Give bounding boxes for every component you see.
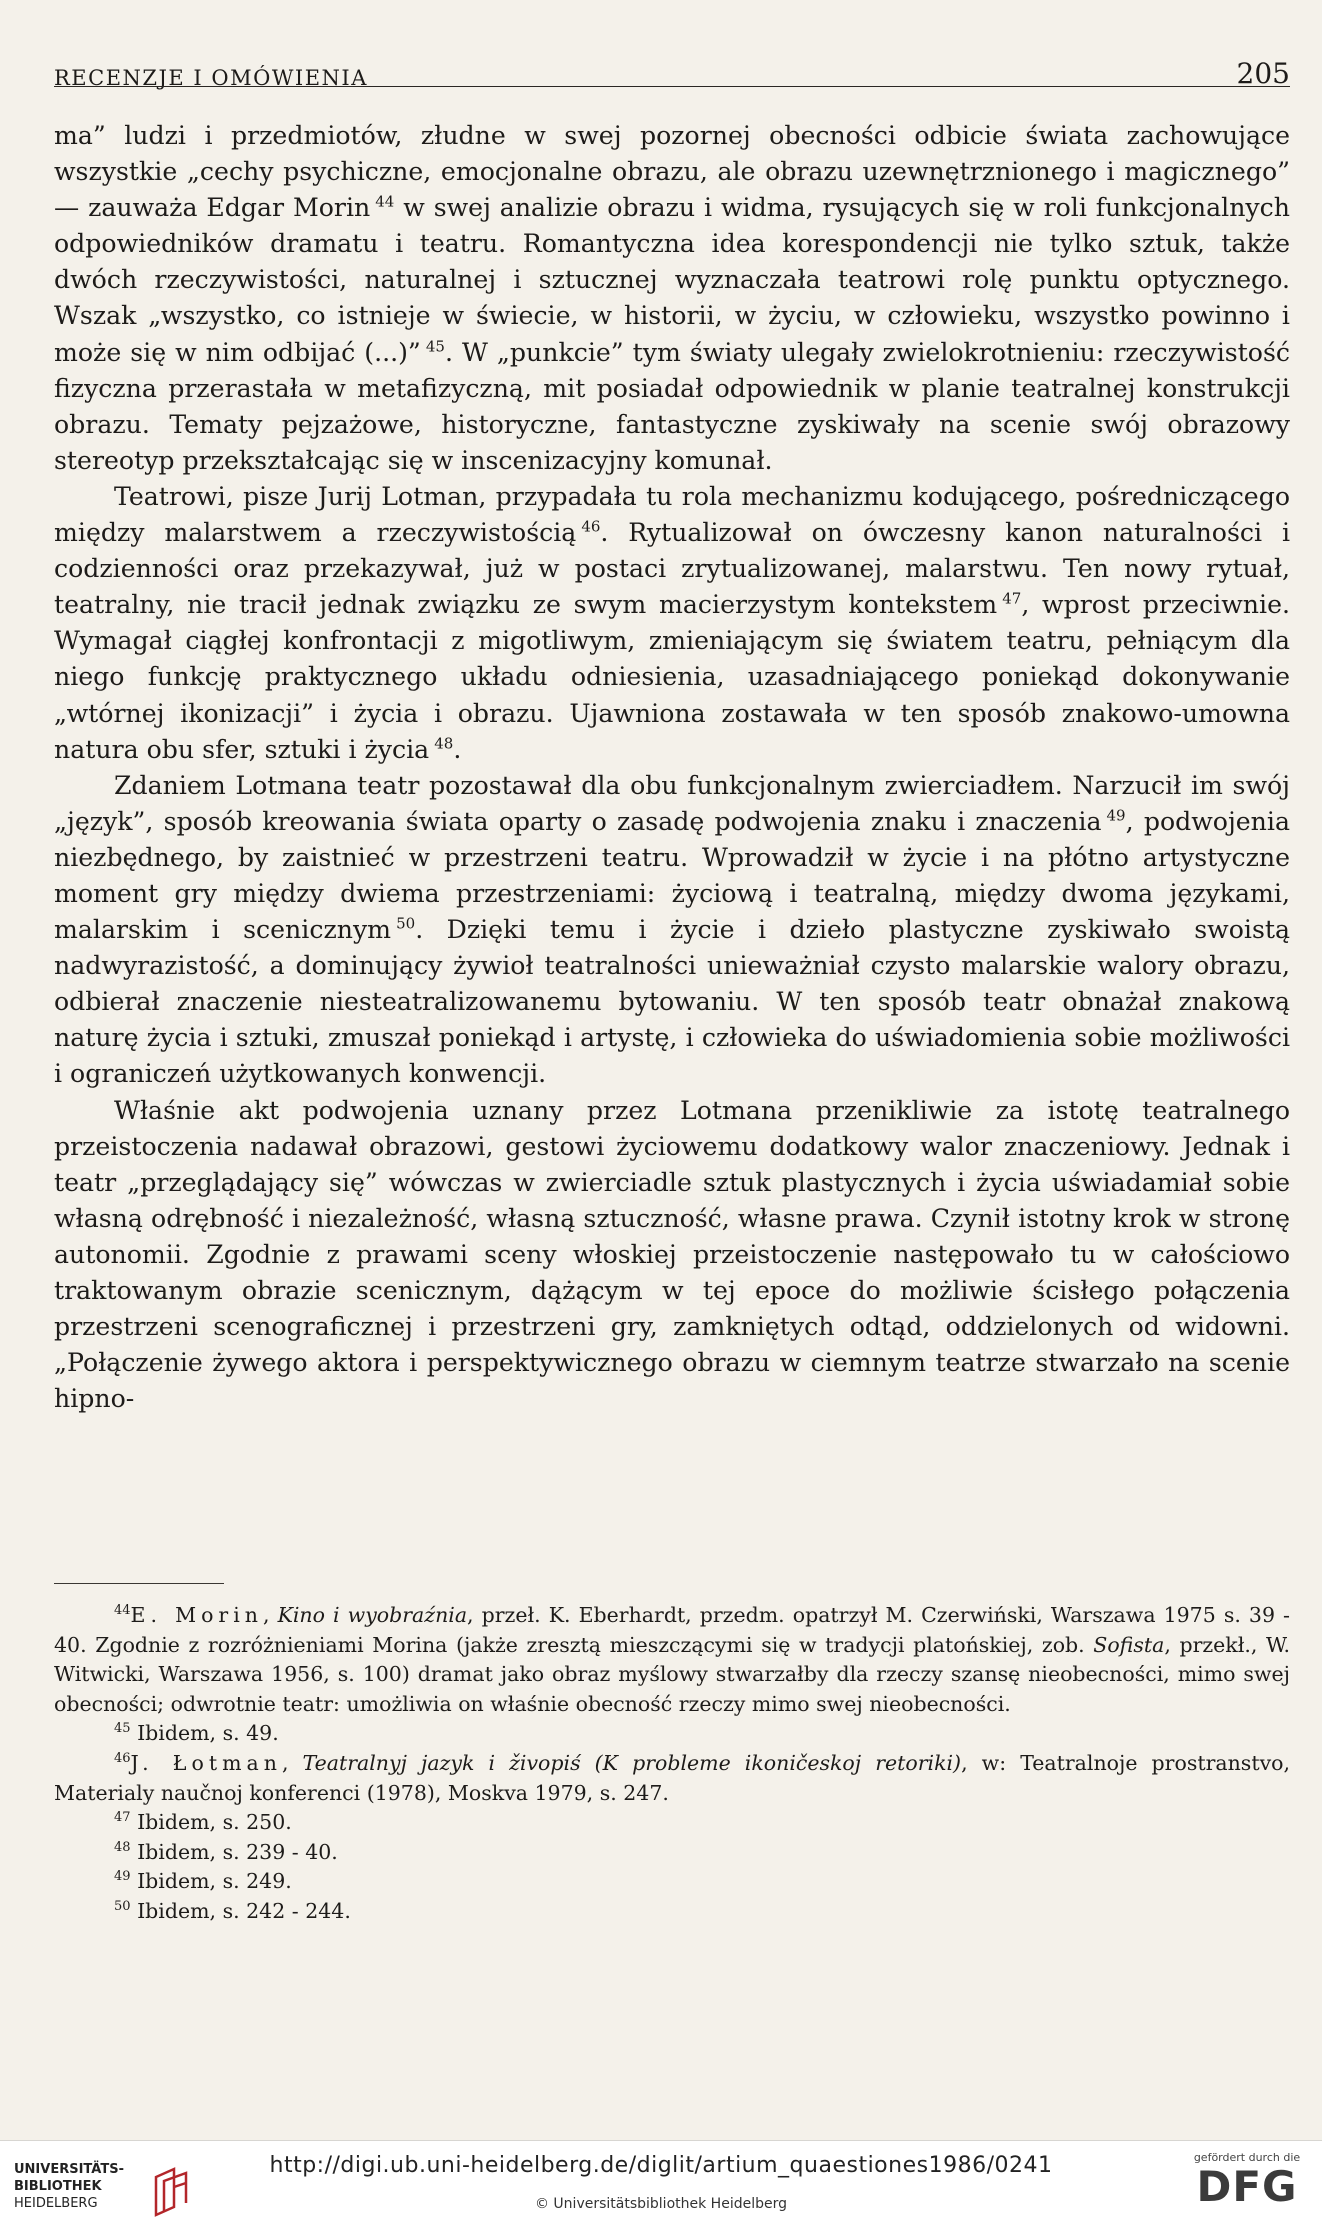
paragraph-3 (54, 768, 1290, 1093)
footnote-number: 45 (114, 1721, 131, 1737)
text-run: Ibidem, s. 250. (130, 1810, 292, 1835)
footnote-rule (54, 1583, 224, 1584)
viewer-footer (0, 2140, 1322, 2234)
header-rule (54, 86, 1290, 87)
footnote-number: 47 (114, 1810, 131, 1826)
text-run: Ibidem, s. 242 - 244. (130, 1898, 351, 1923)
running-head (54, 50, 1290, 90)
footnote-title: Sofista (1093, 1632, 1165, 1657)
footnotes (54, 1601, 1290, 1927)
library-name-line: HEIDELBERG (14, 2196, 98, 2211)
text-run: w swej analizie obrazu i widma, rysujących się w roli funkcjonalnych odpowiedników dramatu i teatru. Romantyczna idea korespondencji nie tylko sztuk, także dwóch rzeczywistości, naturalnej i sztucznej wyznaczała teatrowi rolę punktu optycznego. Wszak „wszystko, co istnieje w świecie, w historii, w życiu, w człowieku, wszystko powinno i może się w nim odbijać (...)” (54, 193, 1290, 367)
footnote-number: 46 (114, 1751, 131, 1767)
text-run: Teatrowi, pisze Jurij Lotman, przypadała tu rola mechanizmu kodującego, pośredniczącego między malarstwem a rzeczywistością (54, 481, 1290, 548)
text-run: , (262, 1603, 278, 1627)
footnote-48 (54, 1838, 1290, 1868)
page-number: 205 (1236, 57, 1290, 90)
footnote-number: 44 (114, 1603, 131, 1619)
text-run: . Rytualizował on ówczesny kanon naturalności i codzienności oraz przekazywał, już w postaci zrytualizowanej, malarstwu. Ten nowy rytuał, teatralny, nie tracił jednak związku ze swym macierzystym kontekstem (54, 518, 1290, 620)
text-run: , podwojenia niezbędnego, by zaistnieć w przestrzeni teatru. Wprowadził w życie i na płótno artystyczne moment gry między dwiema przestrzeniami: życiową i teatralną, między dwoma językami, malarskim i scenicznym (54, 806, 1290, 945)
text-run: , przeł. K. Eberhardt, przedm. opatrzył M. Czerwiński, Warszawa 1975 s. 39 - 40. Zgodnie z rozróżnieniami Morina (jakże zresztą mieszczącymi się w tradycji platońskiej, zob. (54, 1603, 1290, 1657)
running-head-title: RECENZJE I OMÓWIENIA (54, 66, 368, 90)
text-run: , (281, 1750, 303, 1775)
copyright: © Universitätsbibliothek Heidelberg (534, 2196, 787, 2212)
footnote-44 (54, 1601, 1290, 1719)
footnote-45 (54, 1719, 1290, 1749)
paragraph-1 (54, 118, 1290, 479)
footnote-ref-45[interactable]: 45 (425, 337, 445, 356)
dfg-caption: gefördert durch die (1193, 2151, 1301, 2164)
footnote-author: J. Łotman (130, 1750, 282, 1775)
text-run: Ibidem, s. 249. (130, 1869, 292, 1894)
text-run: . (453, 734, 462, 764)
footnote-author: E. Morin (130, 1603, 263, 1627)
footnote-50 (54, 1897, 1290, 1927)
text-run: Zdaniem Lotmana teatr pozostawał dla obu funkcjonalnym zwierciadłem. Narzucił im swój „język”, sposób kreowania świata oparty o zasadę podwojenia znaku i znaczenia (54, 770, 1290, 836)
footnote-47 (54, 1808, 1290, 1838)
footnote-ref-47[interactable]: 47 (1002, 589, 1022, 608)
footnote-ref-48[interactable]: 48 (434, 734, 454, 753)
permalink[interactable]: http://digi.ub.uni-heidelberg.de/diglit/artium_quaestiones1986/0241 (269, 2153, 1053, 2178)
footnote-number: 50 (114, 1899, 131, 1915)
text-run: , wprost przeciwnie. Wymagał ciągłej konfrontacji z migotliwym, zmieniającym się światem teatru, pełniącym dla niego funkcję praktycznego układu odniesienia, uzasadniającego poniekąd dokonywanie „wtórnej ikonizacji” i życia i obrazu. Ujawniona zostawała w ten sposób znakowo-umowna natura obu sfer, sztuki i życia (54, 590, 1290, 764)
text-run: . Dzięki temu i życie i dzieło plastyczne zyskiwało swoistą nadwyrazistość, a dominujący żywioł teatralności unieważniał czysto malarskie walory obrazu, odbierał znaczenie niesteatralizowanemu bytowaniu. W ten sposób teatr obnażał znakową naturę życia i sztuki, zmuszał poniekąd i artystę, i człowieka do uświadomienia sobie możliwości i ograniczeń użytkowanych konwencji. (54, 915, 1291, 1089)
text-run: Ibidem, s. 49. (130, 1721, 279, 1746)
dfg-mark: DFG (1196, 2162, 1298, 2211)
footnote-title: Teatralnyj jazyk i živopiś (K probleme ikoničeskoj retoriki) (302, 1750, 962, 1775)
footnote-46 (54, 1749, 1290, 1808)
dfg-logo[interactable] (1192, 2151, 1302, 2223)
text-run: . W „punkcie” tym światy ulegały zwielokrotnieniu: rzeczywistość fizyczna przerastała w metafizyczną, mit posiadał odpowiednik w planie teatralnej konstrukcji obrazu. Tematy pejzażowe, historyczne, fantastyczne zyskiwały na scenie swój obrazowy stereotyp przekształcając się w inscenizacyjny komunał. (54, 337, 1291, 475)
footnote-49 (54, 1867, 1290, 1897)
footnote-ref-50[interactable]: 50 (396, 914, 416, 933)
text-run: Ibidem, s. 239 - 40. (130, 1839, 338, 1864)
footnote-number: 49 (114, 1869, 131, 1885)
footnote-title: Kino i wyobraźnia (277, 1603, 468, 1627)
footnote-number: 48 (114, 1839, 131, 1855)
footnote-ref-49[interactable]: 49 (1106, 806, 1126, 825)
body-text (54, 118, 1290, 1417)
paragraph-2 (54, 479, 1290, 768)
library-name-line: UNIVERSITÄTS- (14, 2162, 124, 2177)
text-run: ma” ludzi i przedmiotów, złudne w swej pozornej obecności odbicie świata zachowujące wszystkie „cechy psychiczne, emocjonalne obrazu, ale obrazu uzewnętrznionego i magicznego” — zauważa Edgar Morin (54, 121, 1290, 223)
paragraph-4: Właśnie akt podwojenia uznany przez Lotmana przenikliwie za istotę teatralnego przeistoczenia nadawał obrazowi, gestowi życiowemu dodatkowy walor znaczeniowy. Jednak i teatr „przeglądający się” wówczas w zwierciadle sztuk plastycznych i życia uświadamiał sobie własną odrębność i niezależność, własną sztuczność, własne prawa. Czynił istotny krok w stronę autonomii. Zgodnie z prawami sceny włoskiej przeistoczenie następowało tu w całościowo traktowanym obrazie scenicznym, dążącym w tej epoce do możliwie ścisłego połączenia przestrzeni scenograficznej i przestrzeni gry, zamkniętych odtąd, oddzielonych od widowni. „Połączenie żywego aktora i perspektywicznego obrazu w ciemnym teatrze stwarzało na scenie hipno- (54, 1095, 1290, 1414)
footnote-ref-46[interactable]: 46 (581, 517, 601, 536)
text-run: , przekł., W. Witwicki, Warszawa 1956, s. 100) dramat jako obraz myślowy stwarzałby dla rzeczy szansę nieobecności, mimo swej obecności; odwrotnie teatr: umożliwia on właśnie obecność rzeczy mimo swej nieobecności. (54, 1632, 1290, 1716)
library-name-line: BIBLIOTHEK (14, 2179, 102, 2194)
footnote-ref-44[interactable]: 44 (375, 192, 395, 211)
text-run: , w: Teatralnoje prostranstvo, Materialy naučnoj konferenci (1978), Moskva 1979, s. 247. (54, 1750, 1291, 1805)
